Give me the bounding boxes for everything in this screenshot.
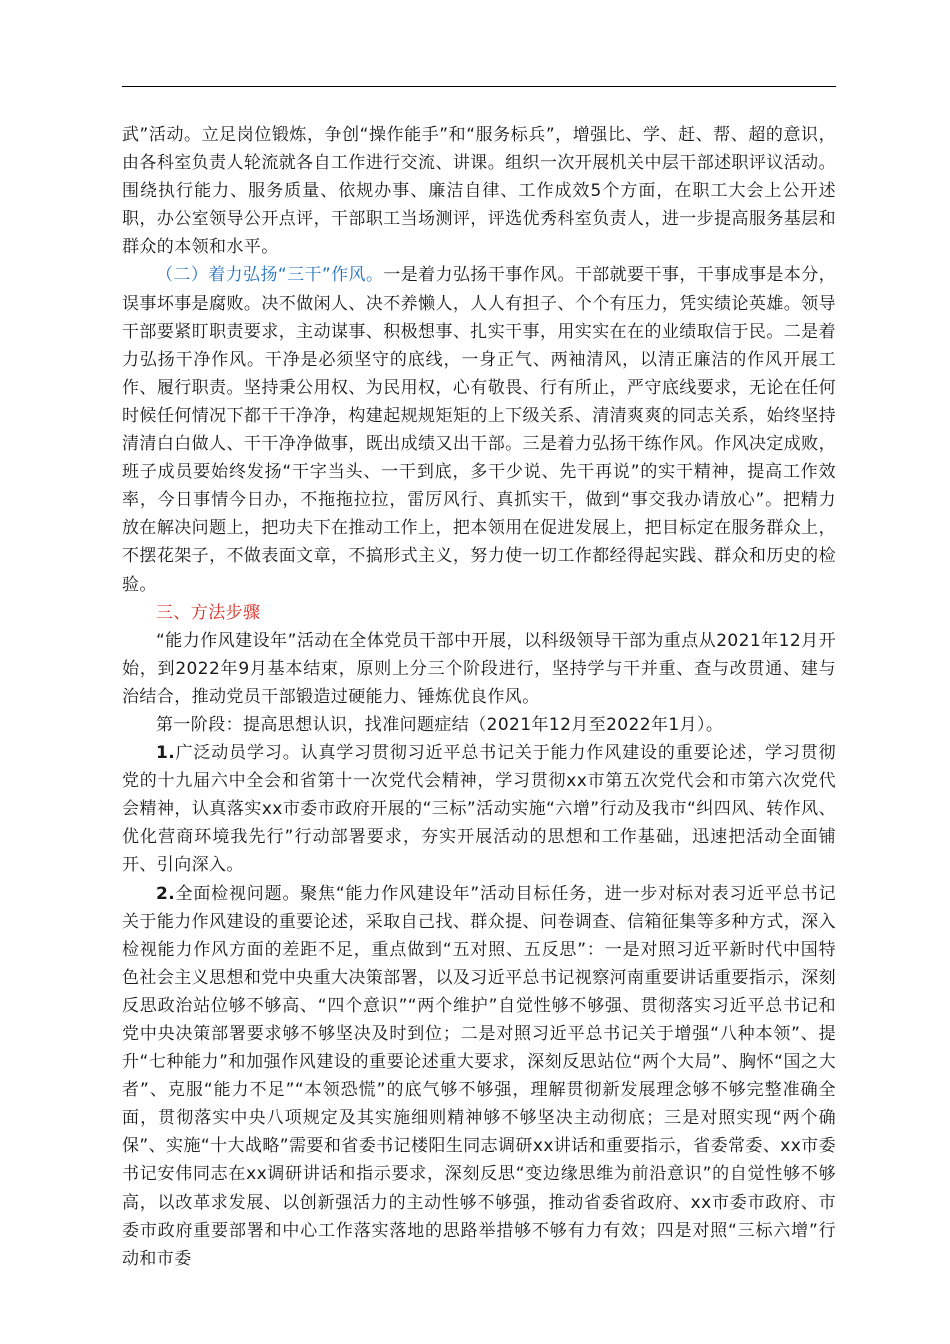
subheading-sangan: （二）着力弘扬“三干”作风。: [156, 265, 384, 286]
paragraph-sangan-text: 一是着力弘扬干事作风。干部就要干事，干事成事是本分，误事坏事是腐败。决不做闲人、决不养懒人，人人有担子、个个有压力，凭实绩论英雄。领导干部要紧盯职责要求，主动谋事、积极想事、扎实干事，用实实在在的业绩取信于民。二是着力弘扬干净作风。干净是必须坚守的底线，一身正气、两袖清风，以清正廉洁的作风开展工作、履行职责。坚持秉公用权、为民用权，心有敬畏、行有所止，严守底线要求，无论在任何时候任何情况下都干干净净，构建起规规矩矩的上下级关系、清清爽爽的同志关系，始终坚持清清白白做人、干干净净做事，既出成绩又出干部。三是着力弘扬干练作风。作风决定成败，班子成员要始终发扬“干字当头、一干到底，多干少说、先干再说”的实干精神，提高工作效率，今日事情今日办，不拖拖拉拉，雷厉风行、真抓实干，做到“事交我办请放心”。把精力放在解决问题上，把功夫下在推动工作上，把本领用在促进发展上，把目标定在服务群众上，不摆花架子，不做表面文章，不搞形式主义，努力使一切工作都经得起实践、群众和历史的检验。: [122, 265, 836, 595]
paragraph-overview: “能力作风建设年”活动在全体党员干部中开展，以科级领导干部为重点从2021年12月开始，到2022年9月基本结束，原则上分三个阶段进行，坚持学与干并重、查与改贯通、建与治结合，推动党员干部锻造过硬能力、锤炼优良作风。: [122, 630, 836, 707]
list-item-2-number: 2.: [156, 883, 176, 904]
list-item-1-number: 1.: [156, 743, 176, 764]
document-body: [122, 121, 836, 1273]
section-heading-method-steps: 三、方法步骤: [156, 602, 261, 623]
paragraph-continuation: 武”活动。立足岗位锻炼，争创“操作能手”和“服务标兵”，增强比、学、赶、帮、超的意识，由各科室负责人轮流就各自工作进行交流、讲课。组织一次开展机关中层干部述职评议活动。围绕执行能力、服务质量、依规办事、廉洁自律、工作成效5个方面，在职工大会上公开述职，办公室领导公开点评，干部职工当场测评，评选优秀科室负责人，进一步提高服务基层和群众的本领和水平。: [122, 125, 836, 258]
header-rule: [122, 86, 836, 87]
list-item-2-text: 全面检视问题。聚焦“能力作风建设年”活动目标任务，进一步对标对表习近平总书记关于能力作风建设的重要论述，采取自己找、群众提、问卷调查、信箱征集等多种方式，深入检视能力作风方面的差距不足，重点做到“五对照、五反思”：一是对照习近平新时代中国特色社会主义思想和党中央重大决策部署，以及习近平总书记视察河南重要讲话重要指示，深刻反思政治站位够不够高、“四个意识”“两个维护”自觉性够不够强、贯彻落实习近平总书记和党中央决策部署要求够不够坚决及时到位；二是对照习近平总书记关于增强“八种本领”、提升“七种能力”和加强作风建设的重要论述重大要求，深刻反思站位“两个大局”、胸怀“国之大者”、克服“能力不足”“本领恐慌”的底气够不够强，理解贯彻新发展理念够不够完整准确全面，贯彻落实中央八项规定及其实施细则精神够不够坚决主动彻底；三是对照实现“两个确保”、实施“十大战略”需要和省委书记楼阳生同志调研xx讲话和重要指示，省委常委、xx市委书记安伟同志在xx调研讲话和指示要求，深刻反思“变边缘思维为前沿意识”的自觉性够不够高，以改革求发展、以创新强活力的主动性够不够强，推动省委省政府、xx市委市政府、市委市政府重要部署和中心工作落实落地的思路举措够不够有力有效；四是对照“三标六增”行动和市委: [122, 883, 836, 1269]
paragraph-sangan-style: [122, 261, 836, 598]
list-item-1-text: 广泛动员学习。认真学习贯彻习近平总书记关于能力作风建设的重要论述，学习贯彻党的十九届六中全会和省第十一次党代会精神，学习贯彻xx市第五次党代会和市第六次党代会精神，认真落实xx市委市政府开展的“三标”活动实施“六增”行动及我市“纠四风、转作风、优化营商环境我先行”行动部署要求，夯实开展活动的思想和工作基础，迅速把活动全面铺开、引向深入。: [122, 743, 836, 876]
phase-1-heading: 第一阶段：提高思想认识，找准问题症结（2021年12月至2022年1月）。: [156, 714, 724, 735]
list-item-1: [122, 739, 836, 879]
list-item-2: [122, 880, 836, 1273]
